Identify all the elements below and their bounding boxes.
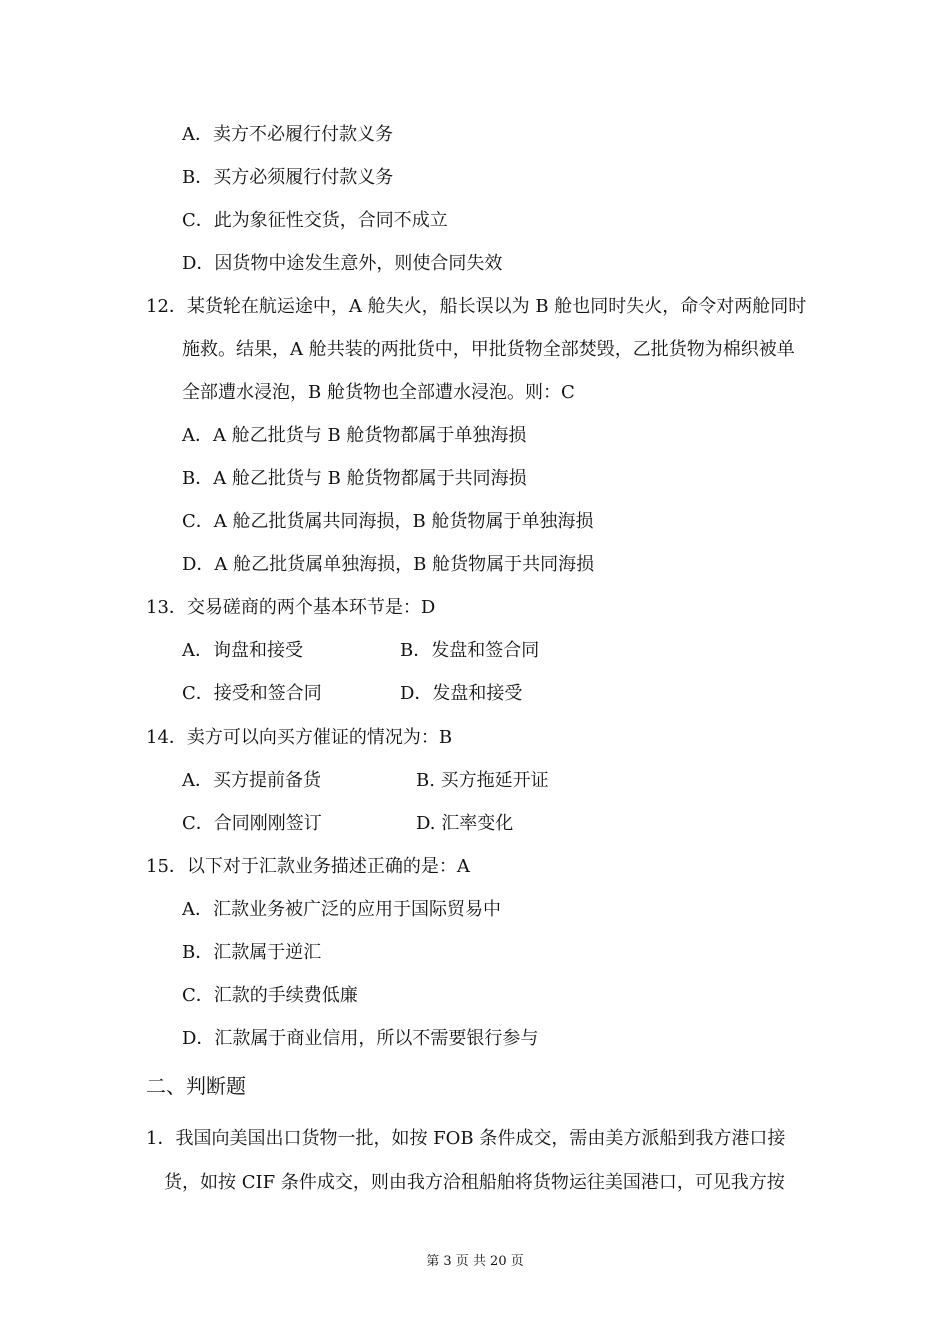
q13-option-b: B．发盘和签合同 xyxy=(400,640,540,661)
q14-stem: 14．卖方可以向买方催证的情况为：B xyxy=(146,727,453,748)
judge1-line-2: 货，如按 CIF 条件成交，则由我方洽租船舶将货物运往美国港口，可见我方按 xyxy=(164,1172,785,1193)
q15-option-c: C．汇款的手续费低廉 xyxy=(182,985,358,1006)
q15-stem: 15．以下对于汇款业务描述正确的是：A xyxy=(146,856,470,877)
q13-option-c: C．接受和签合同 xyxy=(182,683,322,704)
q12-option-b: B．A 舱乙批货与 B 舱货物都属于共同海损 xyxy=(182,468,527,489)
q12-stem-line-3: 全部遭水浸泡，B 舱货物也全部遭水浸泡。则：C xyxy=(182,382,575,403)
q13-option-a: A．询盘和接受 xyxy=(182,640,303,661)
q11-option-b: B．买方必须履行付款义务 xyxy=(182,167,394,188)
q14-option-c: C．合同刚刚签订 xyxy=(182,813,322,834)
q12-stem-line-1: 12．某货轮在航运途中，A 舱失火，船长误以为 B 舱也同时失火，命令对两舱同时 xyxy=(146,296,807,317)
q12-stem-line-2: 施救。结果，A 舱共装的两批货中，甲批货物全部焚毁，乙批货物为棉织被单 xyxy=(182,339,795,360)
q14-option-b: B. 买方拖延开证 xyxy=(416,770,549,791)
q11-option-c: C．此为象征性交货，合同不成立 xyxy=(182,210,448,231)
q11-option-a: A．卖方不必履行付款义务 xyxy=(182,124,393,145)
q14-option-d: D. 汇率变化 xyxy=(416,813,514,834)
q15-option-b: B．汇款属于逆汇 xyxy=(182,942,322,963)
q11-option-d: D．因货物中途发生意外，则使合同失效 xyxy=(182,253,503,274)
q15-option-a: A．汇款业务被广泛的应用于国际贸易中 xyxy=(182,899,501,920)
q12-option-a: A．A 舱乙批货与 B 舱货物都属于单独海损 xyxy=(182,425,527,446)
section-title: 二、判断题 xyxy=(146,1074,246,1098)
q15-option-d: D．汇款属于商业信用，所以不需要银行参与 xyxy=(182,1028,539,1049)
page-footer: 第 3 页 共 20 页 xyxy=(426,1254,524,1269)
q14-option-a: A．买方提前备货 xyxy=(182,770,321,791)
q13-option-d: D．发盘和接受 xyxy=(400,683,523,704)
q13-stem: 13．交易磋商的两个基本环节是：D xyxy=(146,597,436,618)
q12-option-d: D．A 舱乙批货属单独海损，B 舱货物属于共同海损 xyxy=(182,554,595,575)
judge1-line-1: 1．我国向美国出口货物一批，如按 FOB 条件成交，需由美方派船到我方港口接 xyxy=(146,1128,786,1149)
q12-option-c: C．A 舱乙批货属共同海损，B 舱货物属于单独海损 xyxy=(182,511,594,532)
